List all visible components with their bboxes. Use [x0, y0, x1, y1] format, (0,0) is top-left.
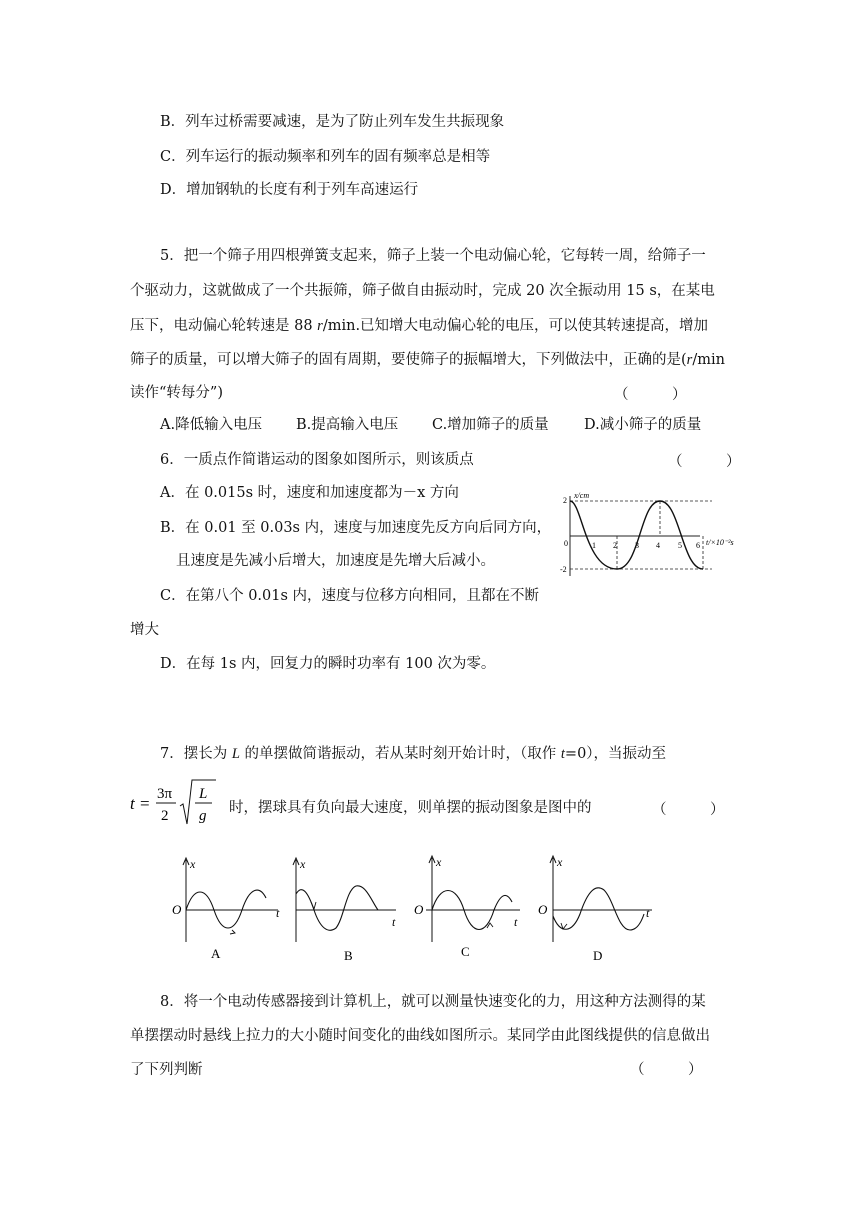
q7-graph-c — [414, 855, 520, 959]
q6-shm-graph — [560, 488, 750, 578]
q5-line-3: 压下，电动偏心轮转速是 88 r/min.已知增大电动偏心轮的电压，可以使其转速提高，增加 — [130, 318, 709, 334]
q5-option-a: A.降低输入电压 — [160, 417, 263, 433]
q6-option-c-1: C．在第八个 0.01s 内，速度与位移方向相同，且都在不断 — [160, 588, 540, 604]
q6-x-tick-1: 1 — [592, 541, 596, 550]
q7-formula — [128, 776, 220, 830]
q6-x-tick-6: 6 — [696, 541, 700, 550]
q7-answer-paren: （ ） — [652, 802, 725, 818]
q7-formula-denominator: 2 — [161, 808, 169, 824]
q7-graph-b — [293, 857, 396, 963]
q4-option-d: D．增加钢轨的长度有利于列车高速运行 — [160, 182, 419, 198]
q6-x-tick-3: 3 — [635, 541, 639, 550]
q7-graph-a-curve — [186, 890, 266, 928]
q8-answer-paren: （ ） — [630, 1062, 703, 1078]
q7-graph-d-t: t — [646, 906, 650, 920]
q7-formula-eq: = — [140, 794, 150, 813]
q7-formula-numerator: 3π — [157, 786, 173, 802]
q8-line-2: 单摆摆动时悬线上拉力的大小随时间变化的曲线如图所示。某同学由此图线提供的信息做出 — [130, 1028, 710, 1044]
q8-line-1: 8．将一个电动传感器接到计算机上，就可以测量快速变化的力，用这种方法测得的某 — [160, 994, 706, 1010]
q6-answer-paren: （ ） — [668, 454, 741, 470]
q7-graph-c-x: x — [436, 855, 442, 869]
q7-graph-b-x: x — [300, 857, 306, 871]
q5-option-b: B.提高输入电压 — [296, 417, 399, 433]
q6-x-tick-5: 5 — [678, 541, 682, 550]
q7-formula-t: t — [130, 794, 135, 813]
q6-x-tick-4: 4 — [656, 541, 660, 550]
q5-option-c: C.增加筛子的质量 — [432, 417, 549, 433]
q5-line-2: 个驱动力，这就做成了一个共振筛，筛子做自由振动时，完成 20 次全振动用 15 s，在某电 — [130, 283, 715, 299]
q6-y-label: x/cm — [574, 491, 590, 500]
q6-x-label: t/×10⁻²s — [706, 538, 734, 547]
q5-answer-paren: （ ） — [614, 387, 687, 403]
q6-y-tick-neg2: -2 — [560, 565, 567, 574]
q6-option-d: D．在每 1s 内，回复力的瞬时功率有 100 次为零。 — [160, 656, 496, 672]
q7-graph-d-x: x — [557, 855, 563, 869]
q7-graph-a — [172, 857, 280, 961]
q6-x-tick-2: 2 — [613, 541, 617, 550]
q6-stem: 6．一质点作简谐运动的图象如图所示，则该质点 — [160, 452, 474, 468]
q5-line-4: 筛子的质量，可以增大筛子的固有周期，要使筛子的振幅增大，下列做法中，正确的是(r/min — [130, 352, 725, 368]
q7-sqrt-sign — [180, 780, 216, 824]
q4-option-b: B．列车过桥需要减速，是为了防止列车发生共振现象 — [160, 114, 505, 130]
q7-graph-b-label: B — [344, 948, 353, 963]
q7-graph-b-t: t — [392, 915, 396, 929]
q7-formula-g: g — [199, 808, 207, 824]
q6-origin-label: 0 — [564, 539, 568, 548]
q7-graph-d — [538, 855, 652, 963]
q7-graph-a-o: O — [172, 902, 182, 917]
q7-line-1: 7．摆长为 L 的单摆做简谐振动，若从某时刻开始计时，（取作 t=0），当振动至 — [160, 746, 667, 762]
q7-graph-d-o: O — [538, 902, 548, 917]
q7-formula-L: L — [199, 786, 208, 802]
q7-graph-a-t: t — [276, 906, 280, 920]
q5-option-d: D.减小筛子的质量 — [584, 417, 702, 433]
q7-graphs — [168, 854, 668, 966]
q6-option-b-1: B．在 0.01 至 0.03s 内，速度与加速度先反方向后同方向， — [160, 520, 552, 536]
q6-option-b-2: 且速度是先减小后增大，加速度是先增大后减小。 — [176, 553, 495, 569]
q7-line-2: 时，摆球具有负向最大速度，则单摆的振动图象是图中的 — [229, 800, 592, 816]
q5-line-1: 5．把一个筛子用四根弹簧支起来，筛子上装一个电动偏心轮，它每转一周，给筛子一 — [160, 248, 706, 264]
q6-curve — [570, 501, 703, 569]
q8-line-3: 了下列判断 — [130, 1062, 203, 1078]
q7-graph-d-curve — [553, 888, 644, 930]
q4-option-c: C．列车运行的振动频率和列车的固有频率总是相等 — [160, 149, 491, 165]
q6-option-c-2: 增大 — [130, 622, 159, 638]
q7-graph-c-label: C — [461, 944, 470, 959]
q6-option-a: A．在 0.015s 时，速度和加速度都为－x 方向 — [160, 485, 459, 501]
q6-y-tick-2: 2 — [563, 496, 567, 505]
q7-graph-b-curve — [296, 886, 378, 930]
q7-graph-a-x: x — [190, 857, 196, 871]
q7-graph-d-label: D — [593, 948, 603, 963]
q5-line-5: 读作“转每分”) — [130, 385, 223, 401]
q7-graph-a-label: A — [211, 946, 221, 961]
q7-graph-c-o: O — [414, 902, 424, 917]
q7-graph-c-t: t — [514, 915, 518, 929]
